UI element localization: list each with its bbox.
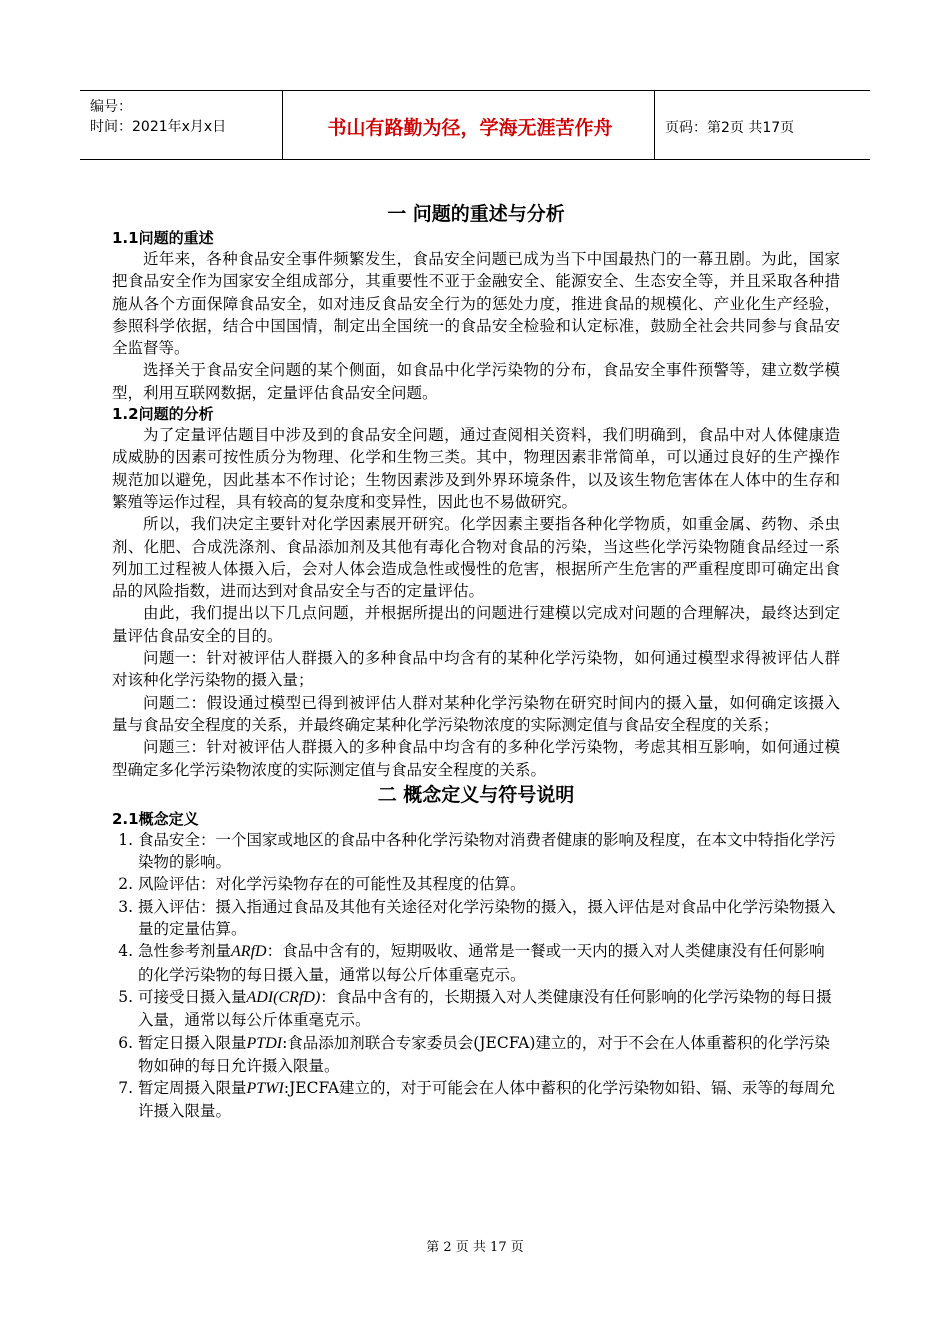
definition-item: 3. 摄入评估：摄入指通过食品及其他有关途径对化学污染物的摄入，摄入评估是对食品中化学污染物摄入量的定量估算。 [138,896,840,941]
term: 急性参考剂量 [138,942,232,961]
paragraph: 所以，我们决定主要针对化学因素展开研究。化学因素主要指各种化学物质，如重金属、药物、杀虫剂、化肥、合成洗涤剂、食品添加剂及其他有毒化合物对食品的污染，当这些化学污染物随食品经过一系列加工过程被人体摄入后，会对人体会造成急性或慢性的危害，根据所产生危害的严重程度即可确定出食品的风险指数，进而达到对食品安全与否的定量评估。 [112,515,840,601]
document-number-label: 编号： [90,99,132,115]
symbol-ptdi: PTDI [246,1034,283,1052]
definition-item [138,940,840,986]
term: 暂定日摄入限量 [138,1033,247,1052]
paragraph: 选择关于食品安全问题的某个侧面，如食品中化学污染物的分布，食品安全事件预警等，建立数学模型，利用互联网数据，定量评估食品安全问题。 [112,361,840,402]
paragraph: 由此，我们提出以下几点问题，并根据所提出的问题进行建模以完成对问题的合理解决，最终达到定量评估食品安全的目的。 [112,604,840,645]
definition-text: :JECFA建立的，对于可能会在人体中蓄积的化学污染物如铅、镉、汞等的每周允许摄入限量。 [138,1079,836,1121]
definition-item [138,1032,840,1078]
definition-list [112,829,840,1123]
header-meta [90,97,290,137]
section-1-2-title: 1.2问题的分析 [112,405,214,424]
term: 可接受日摄入量 [138,987,247,1006]
symbol-ptwi: PTWI [246,1080,284,1098]
question-2: 问题二：假设通过模型已得到被评估人群对某种化学污染物在研究时间内的摄入量，如何确定该摄入量与食品安全程度的关系，并最终确定某种化学污染物浓度的实际测定值与食品安全程度的关系； [112,693,840,734]
section-1-1-title: 1.1问题的重述 [112,229,214,247]
definition-item [138,1077,840,1123]
document-time-label: 时间：2021年x月x日 [90,119,227,135]
definition-item [138,986,840,1032]
question-1: 问题一：针对被评估人群摄入的多种食品中均含有的某种化学污染物，如何通过模型求得被评估人群对该种化学污染物的摄入量； [112,649,840,690]
header-page-number: 页码：第2页 共17页 [665,120,795,136]
header-divider [654,91,655,159]
section-2-1-title: 2.1概念定义 [112,809,199,828]
paragraph: 近年来，各种食品安全事件频繁发生，食品安全问题已成为当下中国最热门的一幕丑剧。为此，国家把食品安全作为国家安全组成部分，其重要性不亚于金融安全、能源安全、生态安全等，并且采取各种措施从各个方面保障食品安全，如对违反食品安全行为的惩处力度，推进食品的规模化、产业化生产经验，参照科学依据，结合中国国情，制定出全国统一的食品安全检验和认定标准，鼓励全社会共同参与食品安全监督等。 [112,250,840,358]
page-header [80,90,870,160]
term: 暂定周摄入限量 [138,1079,247,1098]
definition-text: :食品添加剂联合专家委员会(JECFA)建立的，对于不会在人体重蓄积的化学污染物如砷的每日允许摄入限量。 [138,1033,830,1075]
definition-item: 1. 食品安全：一个国家或地区的食品中各种化学污染物对消费者健康的影响及程度，在本文中特指化学污染物的影响。 [138,829,840,874]
definition-text: ：食品中含有的，短期吸收、通常是一餐或一天内的摄入对人类健康没有任何影响的化学污染物的每日摄入量，通常以每公斤体重毫克示。 [138,942,825,984]
section-1-title: 一 问题的重述与分析 [387,203,565,225]
symbol-arfd: ARfD [231,943,267,961]
header-motto: 书山有路勤为径，学海无涯苦作舟 [327,117,613,139]
page-footer: 第 2 页 共 17 页 [426,1240,524,1255]
section-2-title: 二 概念定义与符号说明 [377,783,575,806]
paragraph: 为了定量评估题目中涉及到的食品安全问题，通过查阅相关资料，我们明确到，食品中对人体健康造成威胁的因素可按性质分为物理、化学和生物三类。其中，物理因素非常简单，可以通过良好的生产操作规范加以避免，因此基本不作讨论；生物因素涉及到外界环境条件，以及该生物危害体在人体中的生存和繁殖等运作过程，具有较高的复杂度和变异性，因此也不易做研究。 [112,426,840,511]
header-divider [282,91,283,159]
symbol-adi: ADI(CRfD) [246,988,321,1006]
definition-item: 2. 风险评估：对化学污染物存在的可能性及其程度的估算。 [138,873,840,895]
document-body [112,200,840,1123]
definition-text: ：食品中含有的，长期摄入对人类健康没有任何影响的化学污染物的每日摄入量，通常以每公斤体重毫克示。 [138,987,832,1030]
question-3: 问题三：针对被评估人群摄入的多种食品中均含有的多种化学污染物，考虑其相互影响，如何通过模型确定多化学污染物浓度的实际测定值与食品安全程度的关系。 [112,738,840,779]
